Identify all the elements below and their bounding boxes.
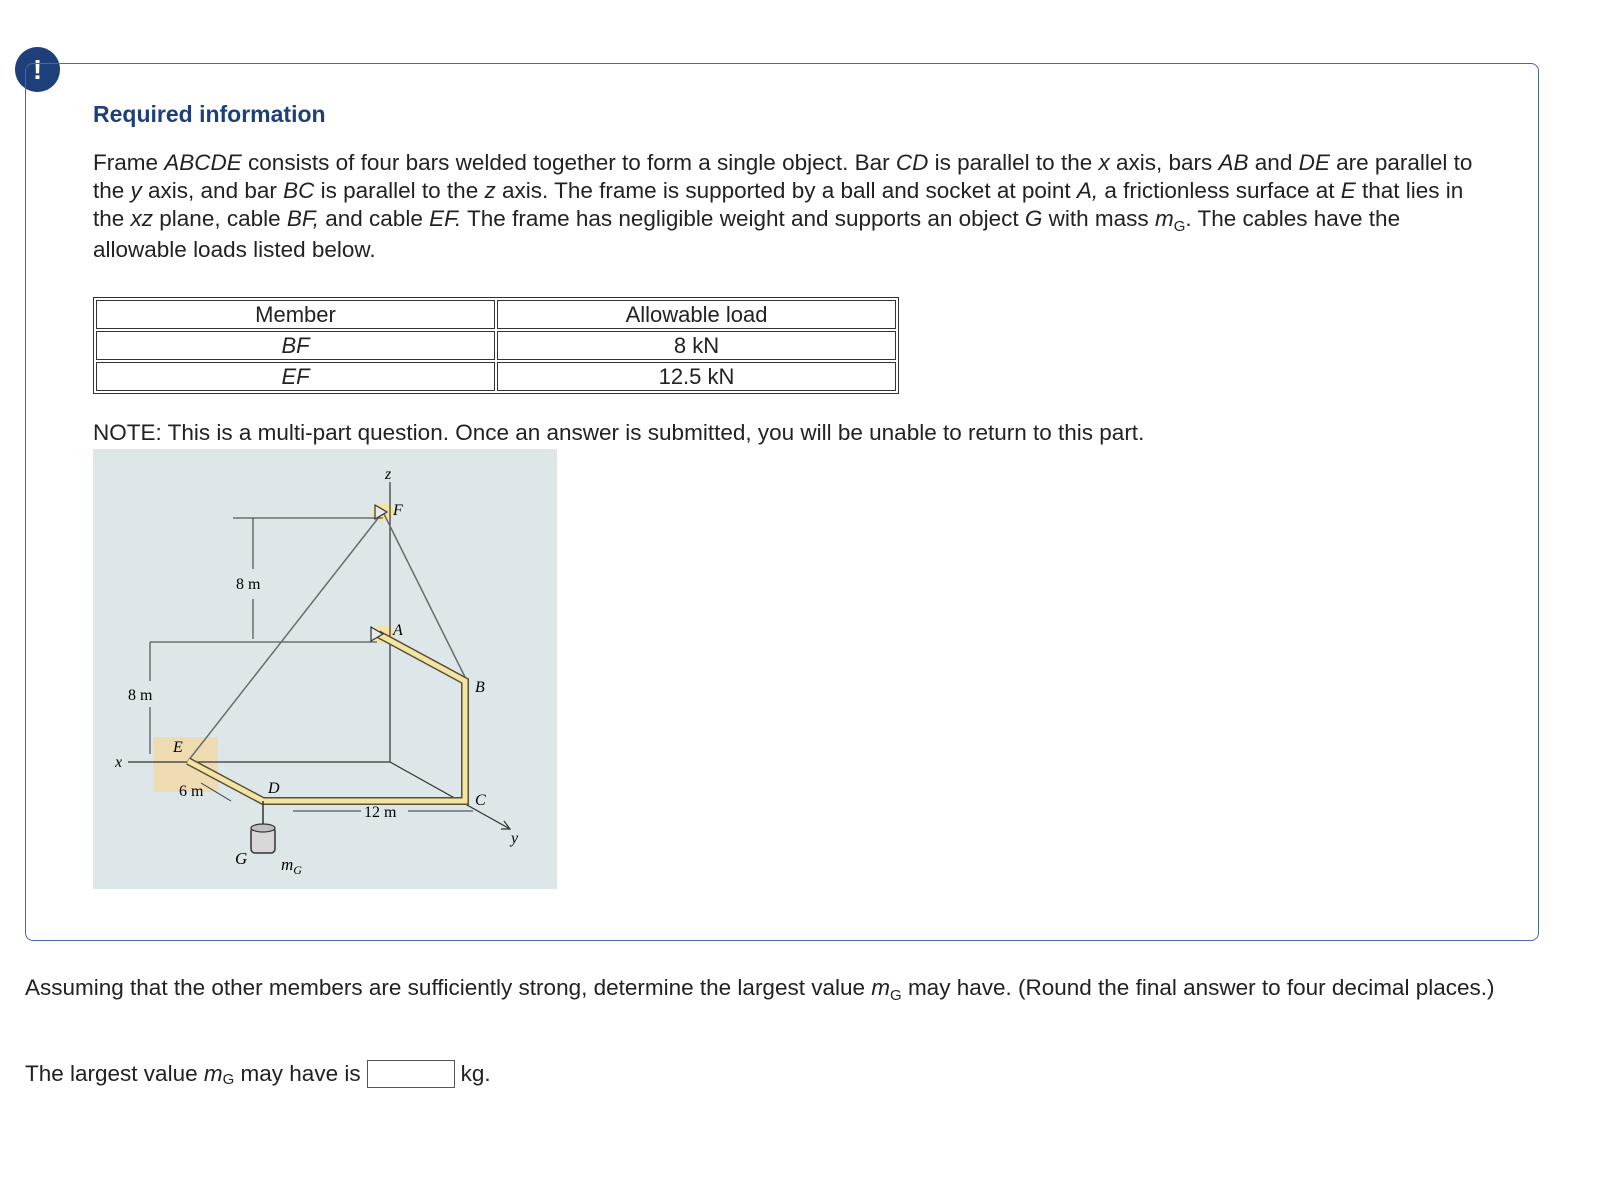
label-g: G: [235, 849, 248, 868]
note-text: NOTE: This is a multi-part question. Once an answer is submitted, you will be unable to return to this part.: [93, 420, 1145, 445]
table-header-row: [96, 300, 896, 329]
member-cell: EF: [96, 362, 495, 391]
load-cell: 8 kN: [497, 331, 896, 360]
dim-8m-top: 8 m: [236, 576, 261, 593]
answer-line: [25, 1060, 491, 1088]
label-e: E: [173, 739, 183, 756]
header-allowable-load: Allowable load: [497, 300, 896, 329]
dim-6m: 6 m: [179, 783, 204, 800]
question-text: Assuming that the other members are sufficiently strong, determine the largest value $m_G$ may have. (Round the final answer to four decimal places.): [25, 975, 1495, 1004]
table-row: [96, 331, 896, 360]
label-mass: $m_G$: [281, 855, 302, 877]
label-a: A: [393, 622, 403, 639]
member-cell: BF: [96, 331, 495, 360]
dim-8m-left: 8 m: [128, 687, 153, 704]
answer-unit: kg.: [460, 1061, 491, 1086]
label-c: C: [475, 792, 486, 809]
answer-middle: may have is: [234, 1061, 361, 1086]
frame-figure: [93, 449, 557, 889]
dim-12m: 12 m: [364, 804, 397, 821]
answer-input[interactable]: [367, 1060, 455, 1088]
table-row: [96, 362, 896, 391]
problem-statement: Frame ABCDE consists of four bars welded together to form a single object. Bar CD is parallel to the x axis, bars AB and DE are parallel to the y axis, and bar BC is parallel to the z axis. The frame is supported by a ball and socket at point A, a frictionless surface at E that lies in the xz plane, cable BF, and cable EF. The frame has negligible weight and supports an object G with mass $m_G$. The cables have the allowable loads listed below.: [93, 150, 1473, 262]
label-f: F: [393, 502, 403, 519]
header-member: Member: [96, 300, 495, 329]
answer-prefix: The largest value: [25, 1061, 204, 1086]
info-title: Required information: [93, 101, 326, 127]
label-z: z: [385, 466, 392, 483]
answer-mass: m: [203, 1061, 223, 1086]
allowable-load-table: [93, 297, 899, 394]
label-x: x: [115, 754, 123, 771]
label-d: D: [268, 780, 280, 797]
label-b: B: [475, 679, 485, 696]
answer-mass-sub: G: [222, 1070, 235, 1088]
label-y: y: [511, 830, 519, 847]
load-cell: 12.5 kN: [497, 362, 896, 391]
alert-icon: !: [15, 47, 60, 92]
